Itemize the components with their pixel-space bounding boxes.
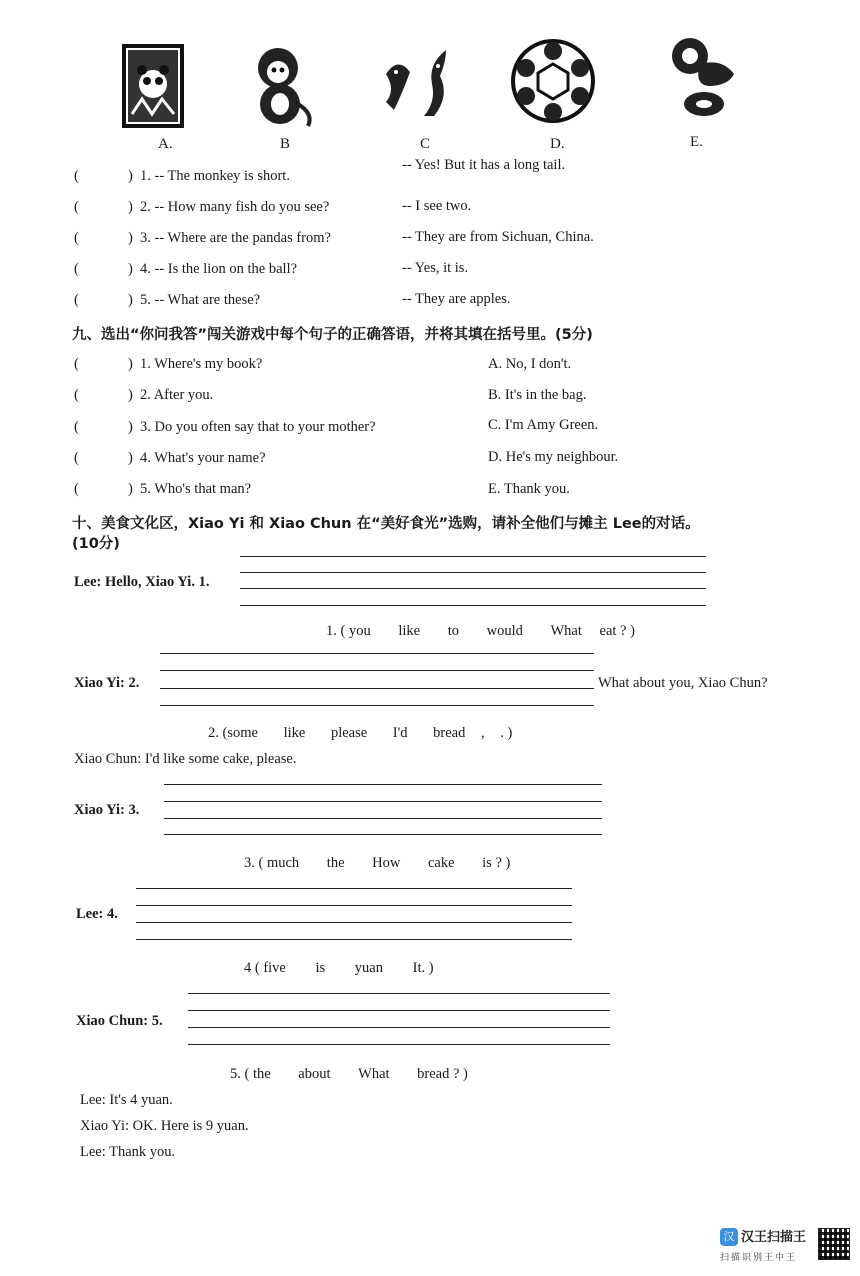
hint-word: eat ? ) (599, 623, 635, 639)
hint-word: . ) (500, 725, 513, 741)
picture-label-a: A. (158, 136, 173, 152)
option-text: A. No, I don't. (488, 356, 572, 372)
section10-score: (10分) (72, 536, 120, 552)
answer-line[interactable] (164, 818, 602, 819)
answer-paren-open[interactable]: ( (74, 230, 79, 246)
question-text: 3. Do you often say that to your mother? (140, 419, 376, 435)
answer-line[interactable] (240, 572, 706, 573)
hint-word: 5. ( the (230, 1066, 271, 1082)
answer-text: -- They are apples. (402, 291, 511, 307)
hint-word: bread ? ) (417, 1066, 468, 1082)
answer-text: -- I see two. (402, 198, 472, 214)
answer-line[interactable] (240, 556, 706, 557)
question-text: 1. -- The monkey is short. (140, 168, 290, 184)
answer-line[interactable] (240, 588, 706, 589)
word-hint-2 (208, 725, 512, 742)
hint-word: the (326, 855, 345, 871)
hint-word: What (358, 1066, 390, 1082)
option-text: D. He's my neighbour. (488, 449, 619, 465)
answer-line[interactable] (164, 801, 602, 802)
hint-word: How (372, 855, 401, 871)
hint-word: I'd (392, 725, 408, 741)
dialogue-line-4: Xiao Yi: 3. (74, 802, 140, 818)
question-text: 2. After you. (140, 387, 214, 403)
hint-word: It. ) (412, 960, 434, 976)
answer-line[interactable] (160, 688, 594, 689)
hint-word: please (330, 725, 368, 741)
hint-word: What (550, 623, 582, 639)
answer-paren-close: ) (128, 387, 133, 403)
hint-word: yuan (354, 960, 383, 976)
dialogue-line-8: Xiao Yi: OK. Here is 9 yuan. (80, 1118, 249, 1134)
answer-line[interactable] (160, 653, 594, 654)
dialogue-line-9: Lee: Thank you. (80, 1144, 176, 1160)
answer-line[interactable] (164, 834, 602, 835)
hint-word: would (486, 623, 523, 639)
fish-papercut-icon (376, 44, 460, 122)
word-hint-3 (244, 855, 510, 872)
answer-paren-open[interactable]: ( (74, 261, 79, 277)
question-text: 5. -- What are these? (140, 292, 261, 308)
dialogue-line-1: Lee: Hello, Xiao Yi. 1. (74, 574, 210, 590)
hint-word: is ? ) (482, 855, 511, 871)
hint-word: , (480, 725, 485, 741)
answer-line[interactable] (188, 1044, 610, 1045)
hint-word: 4 ( five (244, 960, 286, 976)
section10-title: 十、美食文化区，Xiao Yi 和 Xiao Chun 在“美好食光”选购，请补全他们与摊主 Lee的对话。 (72, 516, 700, 532)
question-text: 2. -- How many fish do you see? (140, 199, 330, 215)
question-text: 4. -- Is the lion on the ball? (140, 261, 298, 277)
answer-paren-close: ) (128, 168, 133, 184)
dialogue-line-7: Lee: It's 4 yuan. (80, 1092, 173, 1108)
answer-line[interactable] (188, 993, 610, 994)
answer-paren-open[interactable]: ( (74, 481, 79, 497)
answer-paren-close: ) (128, 292, 133, 308)
watermark-brand: 汉王扫描王 (741, 1230, 807, 1245)
answer-line[interactable] (136, 922, 572, 923)
question-text: 5. Who's that man? (140, 481, 252, 497)
question-text: 3. -- Where are the pandas from? (140, 230, 331, 246)
section9-title: 九、选出“你问我答”闯关游戏中每个句子的正确答语，并将其填在括号里。(5分) (72, 327, 593, 343)
word-hint-5 (230, 1066, 468, 1083)
qr-code-icon (818, 1228, 850, 1260)
answer-paren-open[interactable]: ( (74, 168, 79, 184)
answer-line[interactable] (188, 1027, 610, 1028)
word-hint-1 (326, 623, 635, 640)
answer-text: -- Yes! But it has a long tail. (402, 157, 566, 173)
hint-word: to (447, 623, 459, 639)
dialogue-line-5: Lee: 4. (76, 906, 118, 922)
answer-paren-close: ) (128, 450, 133, 466)
answer-paren-open[interactable]: ( (74, 419, 79, 435)
answer-paren-close: ) (128, 199, 133, 215)
dialogue-line-3: Xiao Chun: I'd like some cake, please. (74, 751, 297, 767)
lion-papercut-icon (664, 34, 742, 118)
answer-paren-open[interactable]: ( (74, 292, 79, 308)
hint-word: like (283, 725, 306, 741)
answer-paren-open[interactable]: ( (74, 450, 79, 466)
question-text: 1. Where's my book? (140, 356, 263, 372)
picture-label-d: D. (550, 136, 565, 152)
hint-word: 2. (some (208, 725, 258, 741)
hint-word: like (398, 623, 421, 639)
answer-text: -- Yes, it is. (402, 260, 469, 276)
answer-paren-open[interactable]: ( (74, 199, 79, 215)
option-text: E. Thank you. (488, 481, 570, 497)
dialogue-line-2-tail: What about you, Xiao Chun? (598, 675, 768, 691)
option-text: B. It's in the bag. (488, 387, 587, 403)
answer-line[interactable] (160, 670, 594, 671)
picture-label-e: E. (690, 134, 703, 150)
dialogue-line-6: Xiao Chun: 5. (76, 1013, 163, 1029)
answer-paren-close: ) (128, 481, 133, 497)
answer-text: -- They are from Sichuan, China. (402, 229, 594, 245)
answer-paren-close: ) (128, 230, 133, 246)
hint-word: bread (433, 725, 466, 741)
word-hint-4 (244, 960, 434, 977)
hanvon-logo-icon: 汉 (720, 1228, 738, 1246)
answer-paren-close: ) (128, 261, 133, 277)
ball-papercut-icon (508, 36, 598, 126)
answer-paren-close: ) (128, 356, 133, 372)
watermark-slogan: 扫描识别王中王 (720, 1253, 798, 1263)
picture-label-c: C (420, 136, 431, 152)
answer-line[interactable] (240, 605, 706, 606)
answer-line[interactable] (136, 888, 572, 889)
answer-line[interactable] (160, 705, 594, 706)
hint-word: cake (427, 855, 455, 871)
watermark-bar (0, 1214, 860, 1276)
hint-word: 3. ( much (244, 855, 300, 871)
hint-word: about (298, 1066, 331, 1082)
monkey-papercut-icon (248, 44, 318, 128)
picture-label-b: B (280, 136, 291, 152)
answer-paren-close: ) (128, 419, 133, 435)
answer-line[interactable] (188, 1010, 610, 1011)
answer-paren-open[interactable]: ( (74, 356, 79, 372)
question-text: 4. What's your name? (140, 450, 266, 466)
dialogue-line-2: Xiao Yi: 2. (74, 675, 140, 691)
answer-line[interactable] (164, 784, 602, 785)
hint-word: is (315, 960, 326, 976)
panda-papercut-icon (122, 44, 184, 128)
answer-paren-open[interactable]: ( (74, 387, 79, 403)
answer-line[interactable] (136, 905, 572, 906)
option-text: C. I'm Amy Green. (488, 417, 599, 433)
hint-word: 1. ( you (326, 623, 371, 639)
answer-line[interactable] (136, 939, 572, 940)
